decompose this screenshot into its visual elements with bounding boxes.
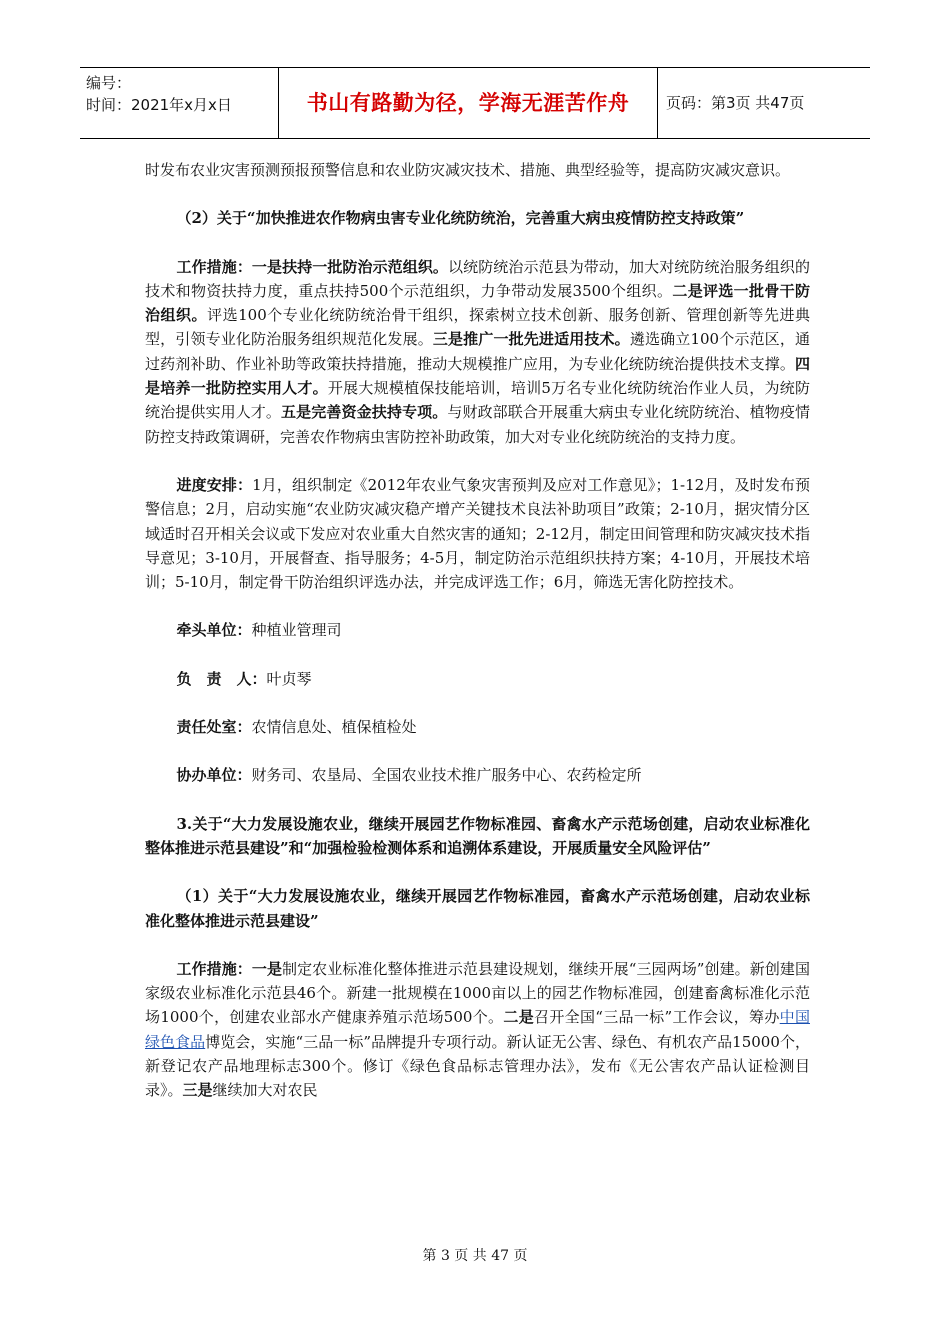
lead-unit-line	[145, 618, 810, 642]
responsible-person-line	[145, 667, 810, 691]
header-motto: 书山有路勤为径，学海无涯苦作舟	[279, 68, 658, 138]
document-body	[145, 158, 810, 1103]
schedule-paragraph	[145, 473, 810, 594]
item-2-text-b: 博览会，实施“三品一标”品牌提升专项行动。新认证无公害、绿色、有机农产品15000个，新登记农产品地理标志300个。修订《绿色食品标志管理办法》，发布《无公害农产品认证检测目录》。	[145, 1032, 810, 1100]
lead-unit-value: 种植业管理司	[251, 621, 342, 640]
page-header	[80, 67, 870, 139]
assisting-units-value: 财务司、农垦局、全国农业技术推广服务中心、农药检定所	[251, 766, 642, 785]
assisting-units-label: 协办单位：	[176, 766, 252, 785]
item-1-text: 制定农业标准化整体推进示范县建设规划，继续开展“三园两场”创建。新创建国家级农业标准化示范县46个。新建一批规模在1000亩以上的园艺作物标准园，创建畜禽标准化示范场1000个，创建农业部水产健康养殖示范场500个。	[145, 959, 810, 1027]
measure-4-text: 开展大规模植保技能培训，培训5万名专业化统防统治作业人员，为统防统治提供实用人才。	[145, 379, 810, 422]
responsible-office-label: 责任处室：	[176, 718, 252, 737]
item-2-text-a: 召开全国“三品一标”工作会议，筹办	[534, 1008, 780, 1027]
lead-unit-label: 牵头单位：	[176, 621, 252, 640]
measure-2-title: 二是评选一批骨干防治组织。	[145, 281, 810, 325]
work-measures-label-2: 工作措施：	[176, 959, 252, 978]
work-measures-paragraph	[145, 255, 810, 449]
page-footer: 第 3 页 共 47 页	[422, 1248, 528, 1264]
measure-5-text: 与财政部联合开展重大病虫专业化统防统治、植物疫情防控支持政策调研，完善农作物病虫害防控补助政策，加大对专业化统防统治的支持力度。	[145, 403, 810, 446]
section-heading-3: 3.关于“大力发展设施农业，继续开展园艺作物标准园、畜禽水产示范场创建，启动农业标准化整体推进示范县建设”和“加强检验检测体系和追溯体系建设，开展质量安全风险评估”	[145, 814, 810, 857]
green-food-link[interactable]: 中国绿色食品	[145, 1008, 810, 1051]
responsible-office-value: 农情信息处、植保植检处	[251, 718, 417, 737]
measure-4-title: 四是培养一批防控实用人才。	[145, 354, 810, 398]
item-2-marker: 二是	[503, 1008, 535, 1027]
date-label: 时间：2021年x月x日	[86, 96, 232, 114]
header-page-number: 页码：第3页 共47页	[666, 94, 805, 112]
item-3-marker: 三是	[182, 1081, 213, 1100]
header-left-cell	[80, 68, 279, 138]
paragraph-1: 时发布农业灾害预测预报预警信息和农业防灾减灾技术、措施、典型经验等，提高防灾减灾意识。	[145, 161, 791, 179]
measure-1-title: 一是扶持一批防治示范组织。	[251, 257, 449, 276]
work-measures-paragraph-2	[145, 957, 810, 1103]
responsible-person-label: 负 责 人：	[176, 669, 267, 688]
number-label: 编号：	[86, 74, 132, 92]
item-3-text: 继续加大对农民	[212, 1081, 318, 1100]
section-heading-2: （2）关于“加快推进农作物病虫害专业化统防统治，完善重大病虫疫情防控支持政策”	[176, 209, 745, 228]
measure-3-title: 三是推广一批先进适用技术。	[432, 330, 630, 349]
measure-3-text: 遴选确立100个示范区，通过药剂补助、作业补助等政策扶持措施，推动大规模推广应用，为专业化统防统治提供技术支撑。	[145, 330, 810, 373]
schedule-text: 1月，组织制定《2012年农业气象灾害预判及应对工作意见》；1-12月，及时发布预警信息；2月，启动实施“农业防灾减灾稳产增产关键技术良法补助项目”政策；2-10月，据灾情分区域适时召开相关会议或下发应对农业重大自然灾害的通知；2-12月，制定田间管理和防灾减灾技术指导意见；3-10月，开展督查、指导服务；4-5月，制定防治示范组织扶持方案；4-10月，开展技术培训；5-10月，制定骨干防治组织评选办法，并完成评选工作；6月，筛选无害化防控技术。	[145, 475, 810, 592]
item-1-marker: 一是	[251, 959, 283, 978]
measure-1-text: 以统防统治示范县为带动，加大对统防统治服务组织的技术和物资扶持力度，重点扶持500个示范组织，力争带动发展3500个组织。	[145, 257, 810, 300]
section-heading-3-1: （1）关于“大力发展设施农业，继续开展园艺作物标准园，畜禽水产示范场创建，启动农业标准化整体推进示范县建设”	[145, 887, 810, 930]
assisting-units-line	[145, 763, 810, 787]
schedule-label: 进度安排：	[176, 475, 253, 494]
measure-5-title: 五是完善资金扶持专项。	[281, 403, 448, 422]
responsible-office-line	[145, 715, 810, 739]
work-measures-label: 工作措施：	[176, 257, 252, 276]
measure-2-text: 评选100个专业化统防统治骨干组织，探索树立技术创新、服务创新、管理创新等先进典型，引领专业化防治服务组织规范化发展。	[145, 306, 810, 349]
responsible-person-value: 叶贞琴	[266, 669, 312, 688]
